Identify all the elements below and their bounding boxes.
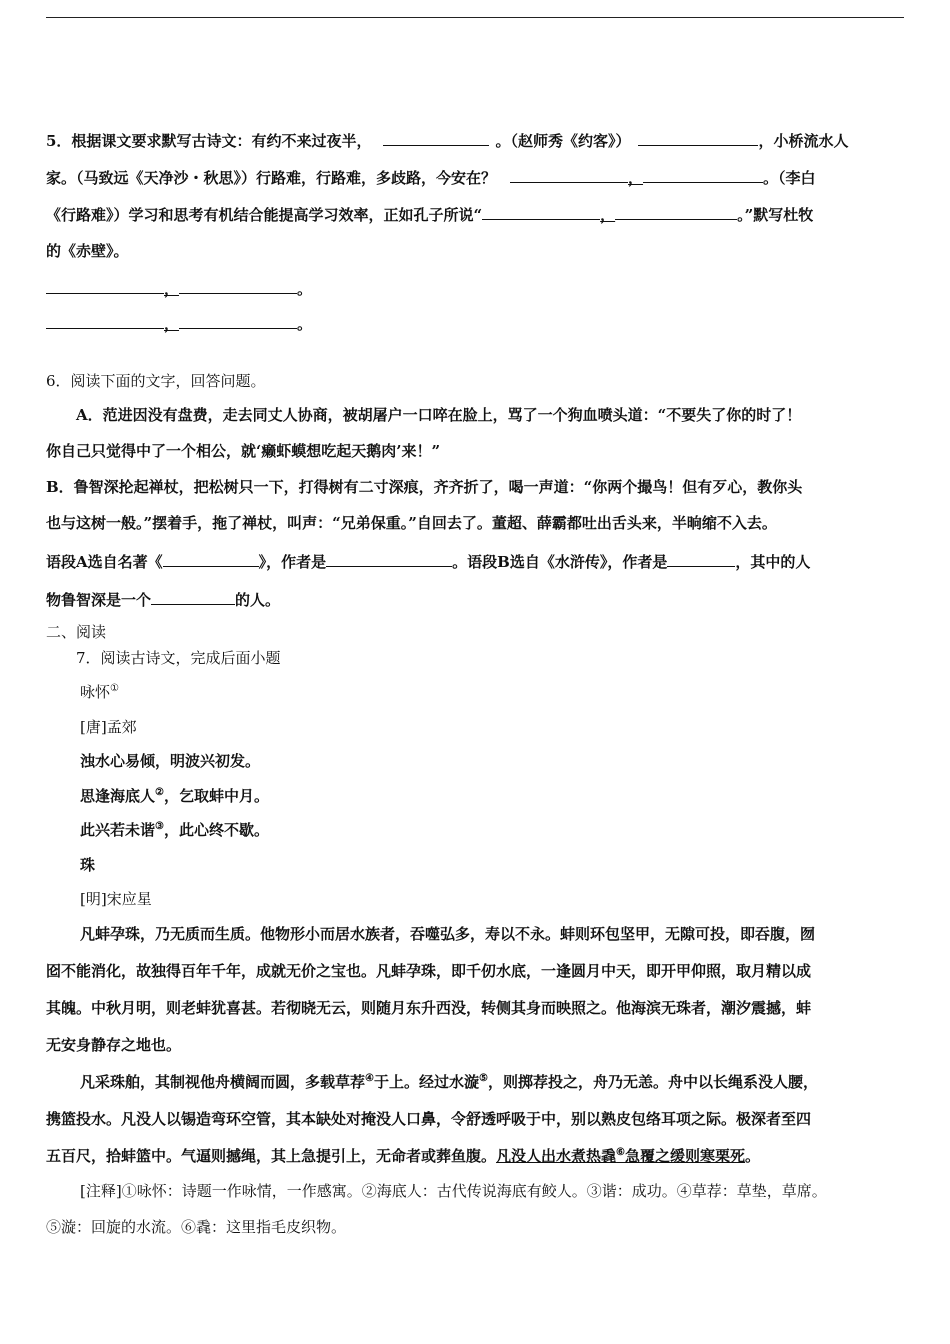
q5-text: 5．根据课文要求默写古诗文：有约不来过夜半， — [46, 132, 372, 150]
q6-passage-a-line-1: A．范进因没有盘费，走去同丈人协商，被胡屠户一口啐在脸上，骂了一个狗血喷头道：“不要失了你的时了！ — [76, 406, 802, 424]
q5-answer-line-1 — [46, 278, 906, 299]
answer-blank[interactable] — [482, 204, 600, 220]
q5-line-1 — [46, 130, 906, 151]
poem-title: 咏怀① — [80, 683, 119, 701]
notes-line-2: ⑤漩：回旋的水流。⑥毳：这里指毛皮织物。 — [46, 1218, 347, 1236]
prose-line-6: 携篮投水。凡没人以锡造弯环空管，其本缺处对掩没人口鼻，令舒透呼吸于中，别以熟皮包络耳项之际。极深者至四 — [46, 1110, 812, 1128]
answer-blank[interactable] — [510, 167, 628, 183]
header-rule — [46, 17, 904, 18]
prose-title: 珠 — [80, 856, 96, 874]
answer-blank[interactable] — [643, 167, 763, 183]
q5-text: 。（赵师秀《约客》） — [495, 132, 631, 150]
section-2-title: 二、阅读 — [46, 623, 107, 641]
answer-blank[interactable] — [46, 313, 164, 329]
q6-title: 6．阅读下面的文字，回答问题。 — [46, 372, 266, 390]
q5-text: 家。（马致远《天净沙・秋思》）行路难，行路难，多歧路，今安在？ — [46, 169, 497, 187]
prose-line-3: 其魄。中秋月明，则老蚌犹喜甚。若彻晓无云，则随月东升西没，转侧其身而映照之。他海滨无珠者，潮汐震撼，蚌 — [46, 999, 812, 1017]
note-marker-5: ⑤ — [479, 1073, 488, 1084]
q6-text: 语段A选自名著《 — [46, 553, 163, 571]
prose-line-7: 五百尺，拾蚌篮中。气逼则撼绳，其上急提引上，无命者或葬鱼腹。凡没人出水煮热毳⑥急覆之缓则寒栗死。 — [46, 1147, 761, 1165]
poem-line-2: 思逢海底人②，乞取蚌中月。 — [80, 787, 269, 805]
q6-passage-b-line-1: B．鲁智深抡起禅杖，把松树只一下，打得树有二寸深痕，齐齐折了，喝一声道：“你两个撮鸟！但有歹心，教你头 — [46, 478, 803, 496]
q7-title: 7．阅读古诗文，完成后面小题 — [76, 649, 281, 667]
answer-blank[interactable] — [163, 551, 259, 567]
prose-line-1: 凡蚌孕珠，乃无质而生质。他物形小而居水族者，吞噬弘多，寿以不永。蚌则环包坚甲，无隙可投，即吞腹，囫 — [80, 925, 816, 943]
q5-text: 《行路难》）学习和思考有机结合能提高学习效率，正如孔子所说“ — [46, 206, 483, 224]
poem-line-1: 浊水心易倾，明波兴初发。 — [80, 752, 261, 770]
q5-text: 。（李白 — [763, 169, 816, 187]
q5-comma: ， — [600, 206, 616, 224]
answer-blank[interactable] — [151, 589, 235, 605]
q6-text: 的人。 — [235, 591, 281, 609]
answer-blank[interactable] — [383, 130, 489, 146]
q5-line-3 — [46, 204, 906, 225]
q6-passage-b-line-2: 也与这树一般。”摆着手，拖了禅杖，叫声：“兄弟保重。”自回去了。董超、薛霸都吐出舌头来，半晌缩不入去。 — [46, 514, 777, 532]
note-marker-6: ⑥ — [616, 1147, 625, 1158]
poem-line-3: 此兴若未谐③，此心终不歇。 — [80, 821, 269, 839]
q5-line-4: 的《赤壁》。 — [46, 242, 129, 260]
answer-blank[interactable] — [638, 130, 758, 146]
q5-text: ，小桥流水人 — [758, 132, 849, 150]
note-marker-1: ① — [110, 683, 119, 694]
prose-line-4: 无安身静存之地也。 — [46, 1036, 182, 1054]
q5-answer-line-2 — [46, 313, 906, 334]
prose-author: [明]宋应星 — [80, 890, 152, 908]
answer-blank[interactable] — [179, 313, 297, 329]
notes-line-1: [注释]①咏怀：诗题一作咏情，一作感寓。②海底人：古代传说海底有鲛人。③谐：成功。④草荐：草垫，草席。 — [80, 1182, 827, 1200]
answer-blank[interactable] — [326, 551, 452, 567]
answer-blank[interactable] — [179, 278, 297, 294]
answer-blank[interactable] — [667, 551, 735, 567]
note-marker-2: ② — [155, 787, 164, 798]
underlined-sentence: 凡没人出水煮热毳⑥急覆之缓则寒栗死 — [496, 1147, 746, 1165]
q6-text: 。语段B选自《水浒传》，作者是 — [452, 553, 668, 571]
note-marker-3: ③ — [155, 821, 164, 832]
answer-blank[interactable] — [615, 204, 737, 220]
q6-passage-a-line-2: 你自己只觉得中了一个相公，就‘癞虾蟆想吃起天鹅肉’来！” — [46, 442, 441, 460]
q5-text: 。”默写杜牧 — [737, 206, 814, 224]
q5-period: 。 — [297, 315, 313, 333]
note-marker-4: ④ — [365, 1073, 374, 1084]
q6-text: ，其中的人 — [735, 553, 811, 571]
q5-line-2 — [46, 167, 906, 188]
q5-comma: ， — [164, 315, 180, 333]
q6-question-line-1 — [46, 551, 906, 572]
q6-text: 物鲁智深是一个 — [46, 591, 152, 609]
q5-comma: ， — [628, 169, 644, 187]
prose-line-5: 凡采珠舶，其制视他舟横阔而圆，多载草荐④于上。经过水漩⑤，则掷荐投之，舟乃无恙。舟中以长绳系没人腰， — [80, 1073, 818, 1091]
q5-comma: ， — [164, 280, 180, 298]
answer-blank[interactable] — [46, 278, 164, 294]
q6-question-line-2 — [46, 589, 906, 610]
q5-period: 。 — [297, 280, 313, 298]
q6-text: 》，作者是 — [258, 553, 327, 571]
poem-author: [唐]孟郊 — [80, 718, 137, 736]
prose-line-2: 囵不能消化，故独得百年千年，成就无价之宝也。凡蚌孕珠，即千仞水底，一逢圆月中天，即开甲仰照，取月精以成 — [46, 962, 812, 980]
